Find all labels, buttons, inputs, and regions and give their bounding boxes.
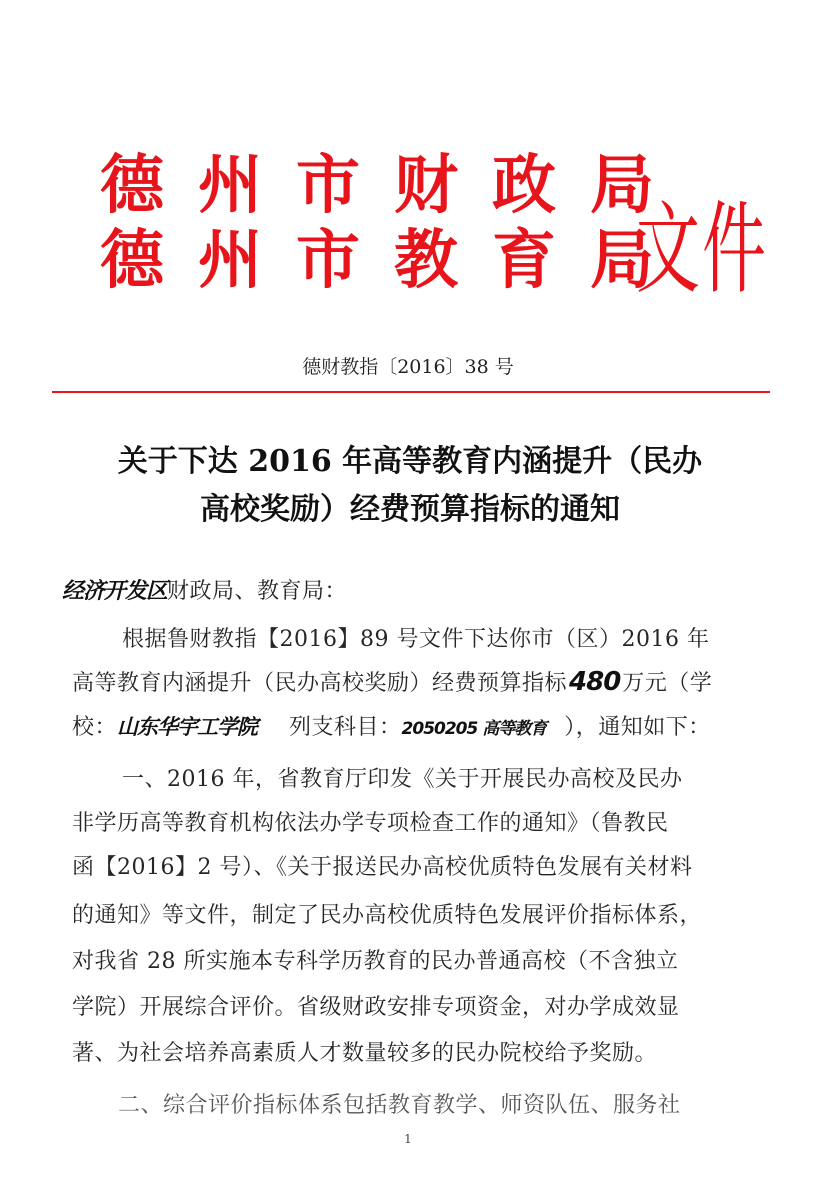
paragraph-1-line-3-b: 列支科目： — [289, 715, 402, 740]
addressee-printed: 财政局、教育局： — [167, 579, 348, 604]
handwritten-budget-subject: 2050205 高等教育 — [401, 719, 547, 739]
handwritten-amount: 480 — [569, 667, 621, 697]
paragraph-1-line-3 — [72, 710, 711, 741]
paragraph-2-line-2: 非学历高等教育机构依法办学专项检查工作的通知》（鲁教民 — [72, 811, 669, 836]
paragraph-2-line-7: 著、为社会培养高素质人才数量较多的民办院校给予奖励。 — [72, 1041, 658, 1066]
document-title-line-1: 关于下达 2016 年高等教育内涵提升（民办 — [117, 444, 703, 479]
paragraph-1-line-2-a: 高等教育内涵提升（民办高校奖励）经费预算指标 — [72, 671, 568, 696]
masthead-suffix-document: 文件 — [636, 193, 768, 309]
paragraph-2-line-6: 学院）开展综合评价。省级财政安排专项资金，对办学成效显 — [72, 995, 680, 1020]
paragraph-1-line-1: 根据鲁财教指【2016】89 号文件下达你市（区）2016 年 — [122, 627, 710, 652]
document-number: 德财教指〔2016〕38 号 — [302, 356, 514, 378]
paragraph-2-line-5: 对我省 28 所实施本专科学历教育的民办普通高校（不含独立 — [72, 949, 679, 974]
paragraph-1-line-2-b: 万元（学 — [622, 671, 713, 696]
paragraph-2-line-1: 一、2016 年，省教育厅印发《关于开展民办高校及民办 — [122, 767, 683, 792]
paragraph-3-line-1: 二、综合评价指标体系包括教育教学、师资队伍、服务社 — [118, 1093, 681, 1118]
paragraph-1-line-3-c: ），通知如下： — [564, 715, 711, 740]
paragraph-2-line-4: 的通知》等文件，制定了民办高校优质特色发展评价指标体系， — [72, 903, 703, 928]
paragraph-1-line-3-a: 校： — [72, 715, 118, 740]
paragraph-2-line-3: 函【2016】2 号）、《关于报送民办高校优质特色发展有关材料 — [72, 855, 693, 880]
paragraph-1-line-2 — [72, 666, 712, 697]
masthead-line-finance-bureau: 德州市财政局 — [100, 149, 688, 223]
handwritten-school-name: 山东华宇工学院 — [117, 715, 258, 739]
addressee-line — [62, 574, 347, 605]
document-title-line-2: 高校奖励）经费预算指标的通知 — [200, 492, 620, 527]
red-divider-line — [52, 391, 770, 393]
masthead-line-education-bureau: 德州市教育局 — [100, 224, 688, 298]
page-number: 1 — [404, 1132, 412, 1146]
handwritten-addressee: 经济开发区 — [62, 579, 168, 604]
